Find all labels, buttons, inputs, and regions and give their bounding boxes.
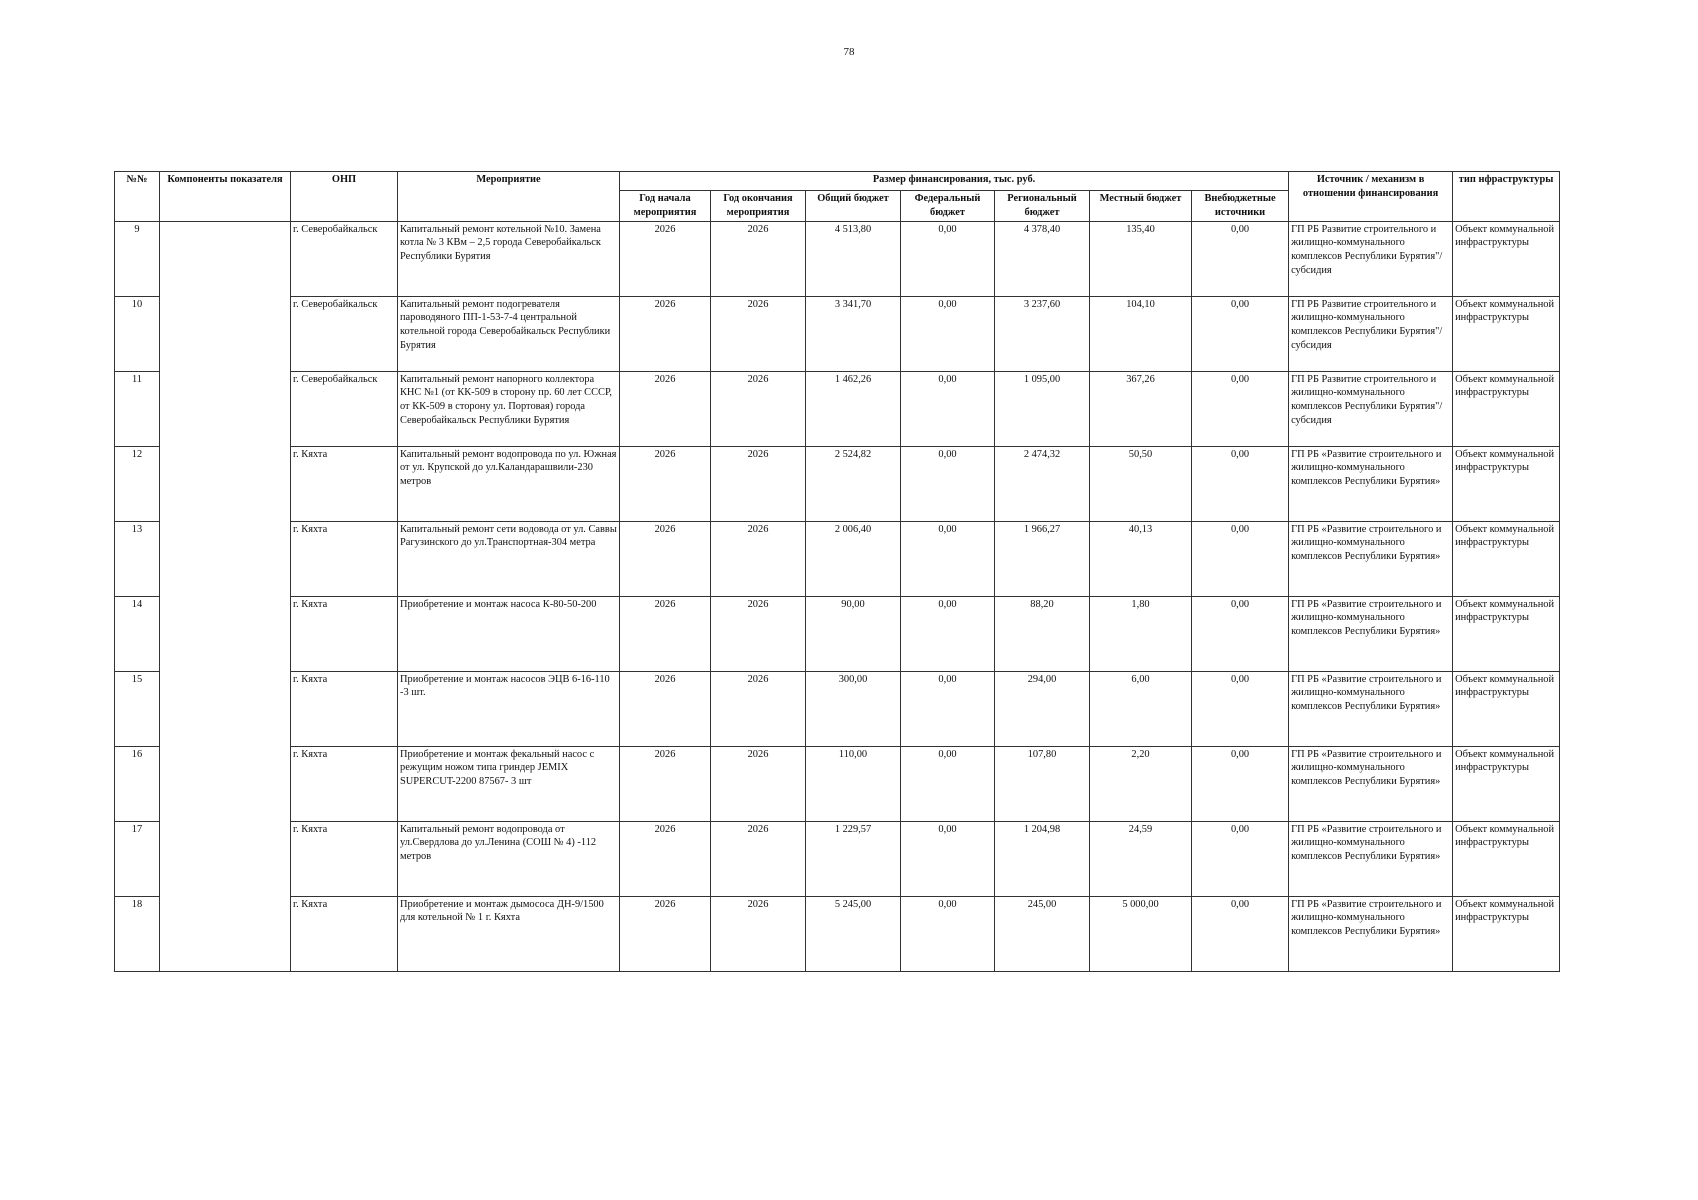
header-federal: Федеральный бюджет bbox=[901, 191, 995, 222]
row-number: 14 bbox=[115, 596, 160, 671]
row-local-budget: 2,20 bbox=[1090, 746, 1192, 821]
row-source: ГП РБ «Развитие строительного и жилищно-коммунального комплексов Республики Бурятия» bbox=[1289, 596, 1453, 671]
table-row bbox=[115, 446, 1560, 521]
table-row bbox=[115, 371, 1560, 446]
table-row bbox=[115, 896, 1560, 971]
row-regional-budget: 1 095,00 bbox=[995, 371, 1090, 446]
row-year-start: 2026 bbox=[620, 821, 711, 896]
row-local-budget: 1,80 bbox=[1090, 596, 1192, 671]
row-source: ГП РБ «Развитие строительного и жилищно-коммунального комплексов Республики Бурятия» bbox=[1289, 896, 1453, 971]
row-event: Капитальный ремонт подогревателя пароводяного ПП-1-53-7-4 центральной котельной города Северобайкальск Республики Бурятия bbox=[398, 296, 620, 371]
row-infra-type: Объект коммунальной инфраструктуры bbox=[1453, 596, 1560, 671]
row-year-start: 2026 bbox=[620, 521, 711, 596]
row-component bbox=[160, 896, 291, 971]
row-event: Приобретение и монтаж насосов ЭЦВ 6-16-110 -3 шт. bbox=[398, 671, 620, 746]
row-federal-budget: 0,00 bbox=[901, 821, 995, 896]
header-offbudget: Внебюджетные источники bbox=[1192, 191, 1289, 222]
table-body bbox=[115, 221, 1560, 971]
row-total-budget: 4 513,80 bbox=[806, 221, 901, 296]
row-local-budget: 6,00 bbox=[1090, 671, 1192, 746]
row-total-budget: 2 524,82 bbox=[806, 446, 901, 521]
table-row bbox=[115, 521, 1560, 596]
row-infra-type: Объект коммунальной инфраструктуры bbox=[1453, 821, 1560, 896]
row-number: 17 bbox=[115, 821, 160, 896]
row-offbudget: 0,00 bbox=[1192, 446, 1289, 521]
row-regional-budget: 245,00 bbox=[995, 896, 1090, 971]
row-offbudget: 0,00 bbox=[1192, 371, 1289, 446]
row-infra-type: Объект коммунальной инфраструктуры bbox=[1453, 371, 1560, 446]
page-number: 78 bbox=[843, 46, 855, 58]
row-year-end: 2026 bbox=[711, 671, 806, 746]
table-row bbox=[115, 671, 1560, 746]
row-total-budget: 3 341,70 bbox=[806, 296, 901, 371]
row-regional-budget: 1 966,27 bbox=[995, 521, 1090, 596]
row-event: Капитальный ремонт напорного коллектора КНС №1 (от КК-509 в сторону пр. 60 лет СССР, от КК-509 в сторону ул. Портовая) города Северобайкальск Республики Бурятия bbox=[398, 371, 620, 446]
row-source: ГП РБ «Развитие строительного и жилищно-коммунального комплексов Республики Бурятия» bbox=[1289, 746, 1453, 821]
row-year-start: 2026 bbox=[620, 596, 711, 671]
row-number: 15 bbox=[115, 671, 160, 746]
row-onp: г. Северобайкальск bbox=[291, 221, 398, 296]
header-year-start: Год начала мероприятия bbox=[620, 191, 711, 222]
row-infra-type: Объект коммунальной инфраструктуры bbox=[1453, 446, 1560, 521]
row-federal-budget: 0,00 bbox=[901, 896, 995, 971]
row-year-end: 2026 bbox=[711, 746, 806, 821]
row-onp: г. Кяхта bbox=[291, 671, 398, 746]
row-regional-budget: 3 237,60 bbox=[995, 296, 1090, 371]
table-row bbox=[115, 596, 1560, 671]
row-onp: г. Северобайкальск bbox=[291, 296, 398, 371]
row-number: 12 bbox=[115, 446, 160, 521]
header-funding-group: Размер финансирования, тыс. руб. bbox=[620, 172, 1289, 191]
row-total-budget: 90,00 bbox=[806, 596, 901, 671]
row-federal-budget: 0,00 bbox=[901, 671, 995, 746]
row-infra-type: Объект коммунальной инфраструктуры bbox=[1453, 671, 1560, 746]
row-onp: г. Кяхта bbox=[291, 521, 398, 596]
row-offbudget: 0,00 bbox=[1192, 821, 1289, 896]
row-year-end: 2026 bbox=[711, 296, 806, 371]
row-event: Приобретение и монтаж фекальный насос с режущим ножом типа гриндер JEMIX SUPERCUT-2200 87567- 3 шт bbox=[398, 746, 620, 821]
row-number: 11 bbox=[115, 371, 160, 446]
row-onp: г. Кяхта bbox=[291, 446, 398, 521]
row-local-budget: 135,40 bbox=[1090, 221, 1192, 296]
row-total-budget: 110,00 bbox=[806, 746, 901, 821]
row-regional-budget: 294,00 bbox=[995, 671, 1090, 746]
row-year-start: 2026 bbox=[620, 746, 711, 821]
row-federal-budget: 0,00 bbox=[901, 371, 995, 446]
row-event: Приобретение и монтаж дымососа ДН-9/1500 для котельной № 1 г. Кяхта bbox=[398, 896, 620, 971]
header-year-end: Год окончания мероприятия bbox=[711, 191, 806, 222]
row-offbudget: 0,00 bbox=[1192, 521, 1289, 596]
row-offbudget: 0,00 bbox=[1192, 221, 1289, 296]
row-total-budget: 1 462,26 bbox=[806, 371, 901, 446]
row-offbudget: 0,00 bbox=[1192, 746, 1289, 821]
row-component bbox=[160, 521, 291, 596]
header-regional: Региональный бюджет bbox=[995, 191, 1090, 222]
row-onp: г. Кяхта bbox=[291, 596, 398, 671]
table-row bbox=[115, 296, 1560, 371]
row-component bbox=[160, 296, 291, 371]
row-onp: г. Кяхта bbox=[291, 746, 398, 821]
row-year-start: 2026 bbox=[620, 896, 711, 971]
row-number: 16 bbox=[115, 746, 160, 821]
row-component bbox=[160, 596, 291, 671]
row-year-start: 2026 bbox=[620, 446, 711, 521]
row-year-end: 2026 bbox=[711, 596, 806, 671]
row-event: Капитальный ремонт водопровода по ул. Южная от ул. Крупской до ул.Каландарашвили-230 метров bbox=[398, 446, 620, 521]
row-offbudget: 0,00 bbox=[1192, 596, 1289, 671]
row-component bbox=[160, 371, 291, 446]
row-event: Капитальный ремонт сети водовода от ул. Саввы Рагузинского до ул.Транспортная-304 метра bbox=[398, 521, 620, 596]
row-total-budget: 2 006,40 bbox=[806, 521, 901, 596]
row-total-budget: 300,00 bbox=[806, 671, 901, 746]
row-regional-budget: 88,20 bbox=[995, 596, 1090, 671]
row-year-end: 2026 bbox=[711, 896, 806, 971]
row-onp: г. Северобайкальск bbox=[291, 371, 398, 446]
row-local-budget: 24,59 bbox=[1090, 821, 1192, 896]
row-federal-budget: 0,00 bbox=[901, 296, 995, 371]
header-source: Источник / механизм в отношении финансирования bbox=[1289, 172, 1453, 222]
row-source: ГП РБ Развитие строительного и жилищно-коммунального комплексов Республики Бурятия"/субсидия bbox=[1289, 221, 1453, 296]
row-regional-budget: 1 204,98 bbox=[995, 821, 1090, 896]
table-row bbox=[115, 221, 1560, 296]
table-row bbox=[115, 821, 1560, 896]
row-source: ГП РБ «Развитие строительного и жилищно-коммунального комплексов Республики Бурятия» bbox=[1289, 671, 1453, 746]
header-num: №№ bbox=[115, 172, 160, 222]
row-federal-budget: 0,00 bbox=[901, 521, 995, 596]
row-event: Капитальный ремонт водопровода от ул.Свердлова до ул.Ленина (СОШ № 4) -112 метров bbox=[398, 821, 620, 896]
row-offbudget: 0,00 bbox=[1192, 296, 1289, 371]
row-year-start: 2026 bbox=[620, 221, 711, 296]
row-local-budget: 50,50 bbox=[1090, 446, 1192, 521]
row-total-budget: 1 229,57 bbox=[806, 821, 901, 896]
row-infra-type: Объект коммунальной инфраструктуры bbox=[1453, 746, 1560, 821]
header-event: Мероприятие bbox=[398, 172, 620, 222]
row-infra-type: Объект коммунальной инфраструктуры bbox=[1453, 896, 1560, 971]
row-number: 18 bbox=[115, 896, 160, 971]
row-number: 10 bbox=[115, 296, 160, 371]
header-local: Местный бюджет bbox=[1090, 191, 1192, 222]
row-number: 9 bbox=[115, 221, 160, 296]
header-total: Общий бюджет bbox=[806, 191, 901, 222]
financing-table bbox=[114, 171, 1560, 972]
row-infra-type: Объект коммунальной инфраструктуры bbox=[1453, 521, 1560, 596]
row-number: 13 bbox=[115, 521, 160, 596]
row-year-start: 2026 bbox=[620, 296, 711, 371]
row-component bbox=[160, 746, 291, 821]
row-regional-budget: 4 378,40 bbox=[995, 221, 1090, 296]
row-onp: г. Кяхта bbox=[291, 896, 398, 971]
row-local-budget: 104,10 bbox=[1090, 296, 1192, 371]
header-infra-type: тип нфраструктуры bbox=[1453, 172, 1560, 222]
row-year-end: 2026 bbox=[711, 821, 806, 896]
row-year-start: 2026 bbox=[620, 371, 711, 446]
row-regional-budget: 107,80 bbox=[995, 746, 1090, 821]
row-local-budget: 40,13 bbox=[1090, 521, 1192, 596]
row-total-budget: 5 245,00 bbox=[806, 896, 901, 971]
row-event: Капитальный ремонт котельной №10. Замена котла № 3 КВм – 2,5 города Северобайкальск Республики Бурятия bbox=[398, 221, 620, 296]
row-source: ГП РБ «Развитие строительного и жилищно-коммунального комплексов Республики Бурятия» bbox=[1289, 521, 1453, 596]
row-year-end: 2026 bbox=[711, 446, 806, 521]
row-source: ГП РБ «Развитие строительного и жилищно-коммунального комплексов Республики Бурятия» bbox=[1289, 446, 1453, 521]
row-component bbox=[160, 821, 291, 896]
header-component: Компоненты показателя bbox=[160, 172, 291, 222]
row-local-budget: 367,26 bbox=[1090, 371, 1192, 446]
row-offbudget: 0,00 bbox=[1192, 896, 1289, 971]
row-federal-budget: 0,00 bbox=[901, 746, 995, 821]
row-infra-type: Объект коммунальной инфраструктуры bbox=[1453, 221, 1560, 296]
row-infra-type: Объект коммунальной инфраструктуры bbox=[1453, 296, 1560, 371]
row-source: ГП РБ «Развитие строительного и жилищно-коммунального комплексов Республики Бурятия» bbox=[1289, 821, 1453, 896]
row-offbudget: 0,00 bbox=[1192, 671, 1289, 746]
row-year-end: 2026 bbox=[711, 221, 806, 296]
table-header bbox=[115, 172, 1560, 222]
row-regional-budget: 2 474,32 bbox=[995, 446, 1090, 521]
row-local-budget: 5 000,00 bbox=[1090, 896, 1192, 971]
row-year-start: 2026 bbox=[620, 671, 711, 746]
row-federal-budget: 0,00 bbox=[901, 446, 995, 521]
row-component bbox=[160, 221, 291, 296]
row-source: ГП РБ Развитие строительного и жилищно-коммунального комплексов Республики Бурятия"/субсидия bbox=[1289, 371, 1453, 446]
header-onp: ОНП bbox=[291, 172, 398, 222]
row-year-end: 2026 bbox=[711, 371, 806, 446]
row-component bbox=[160, 446, 291, 521]
row-year-end: 2026 bbox=[711, 521, 806, 596]
row-federal-budget: 0,00 bbox=[901, 221, 995, 296]
row-component bbox=[160, 671, 291, 746]
table-row bbox=[115, 746, 1560, 821]
row-source: ГП РБ Развитие строительного и жилищно-коммунального комплексов Республики Бурятия"/субсидия bbox=[1289, 296, 1453, 371]
row-onp: г. Кяхта bbox=[291, 821, 398, 896]
row-event: Приобретение и монтаж насоса К-80-50-200 bbox=[398, 596, 620, 671]
row-federal-budget: 0,00 bbox=[901, 596, 995, 671]
